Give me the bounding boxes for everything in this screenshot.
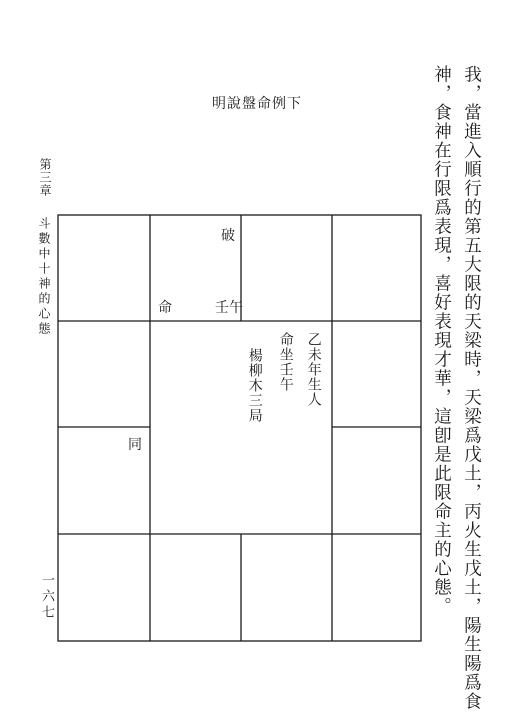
- main-text-column-2: 神，食神在行限爲表現，喜好表現才華，這卽是此限命主的心態。: [431, 65, 452, 616]
- branch-renwu: 壬午: [215, 300, 243, 316]
- center-birth-year: 乙未年生人: [305, 332, 322, 407]
- star-po: 破: [221, 228, 235, 244]
- chart-grid-lines: [58, 215, 421, 641]
- star-tong: 同: [128, 437, 142, 453]
- chapter-label: 第三章: [38, 158, 52, 197]
- main-text-column-1: 我，當進入順行的第五大限的天梁時，天梁爲戊土，丙火生戊土，陽生陽爲食: [461, 65, 482, 711]
- center-ming-position: 命坐壬午: [277, 332, 294, 392]
- figure-caption: 明說盤命例下: [212, 96, 302, 112]
- astrology-chart-grid: [58, 215, 421, 641]
- outer-border: [58, 215, 421, 641]
- center-element-bureau: 楊柳木三局: [246, 348, 263, 423]
- page-number: 一六七: [39, 573, 54, 621]
- section-title: 斗數中十神的心態: [37, 217, 51, 337]
- palace-ming: 命: [158, 300, 172, 316]
